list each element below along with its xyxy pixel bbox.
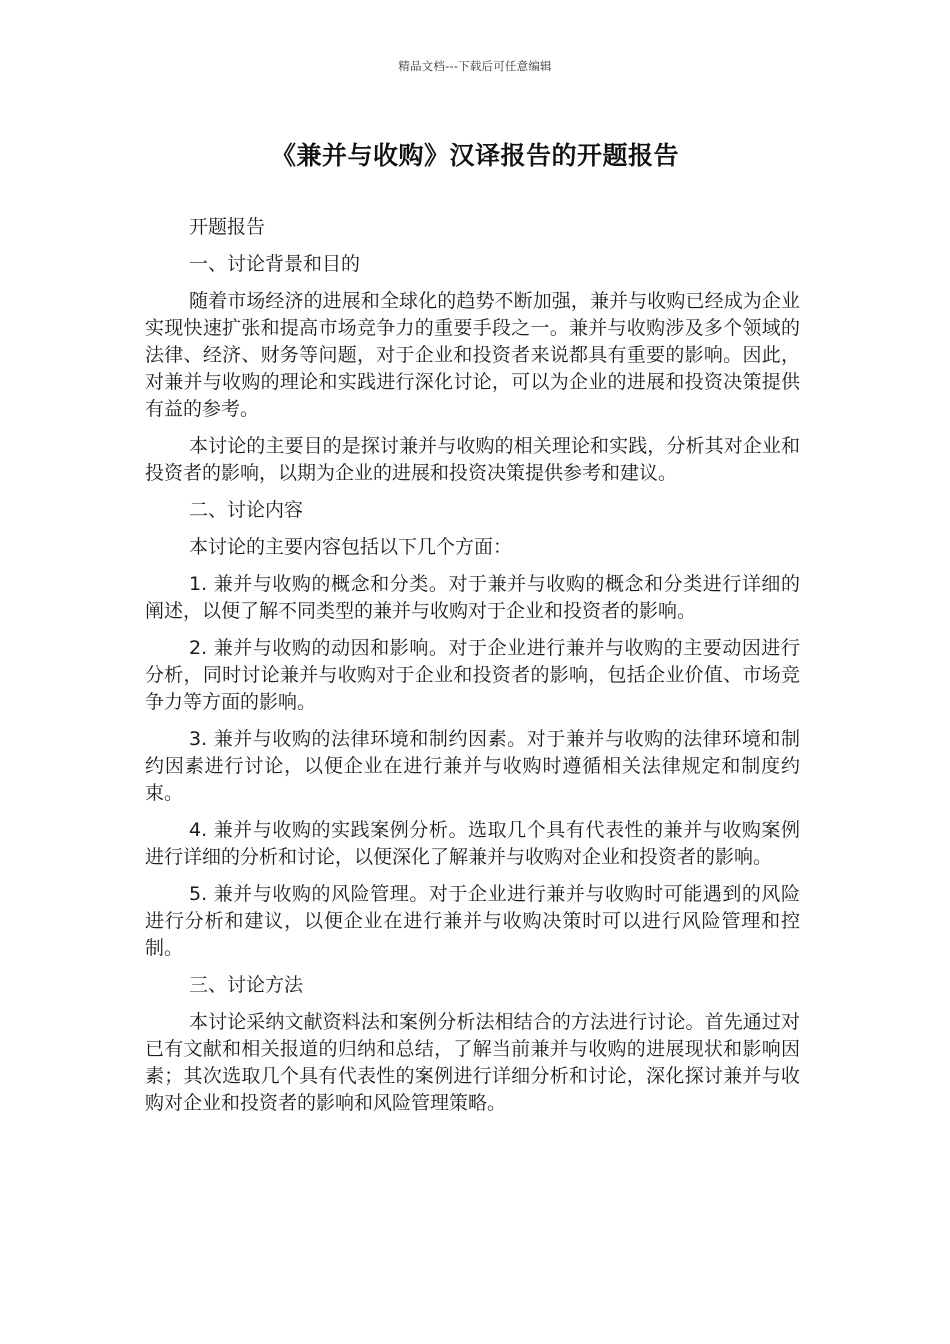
section-label-proposal: 开题报告 <box>189 216 266 238</box>
paragraph-method: 本讨论采纳文献资料法和案例分析法相结合的方法进行讨论。首先通过对已有文献和相关报道的归纳和总结，了解当前兼并与收购的进展现状和影响因素；其次选取几个具有代表性的案例进行详细分析和讨论，深化探讨兼并与收购对企业和投资者的影响和风险管理策略。 <box>145 1011 800 1114</box>
list-item-5: 5. 兼并与收购的风险管理。对于企业进行兼并与收购时可能遇到的风险进行分析和建议，以便企业在进行兼并与收购决策时可以进行风险管理和控制。 <box>145 883 800 959</box>
list-item-2: 2. 兼并与收购的动因和影响。对于企业进行兼并与收购的主要动因进行分析，同时讨论兼并与收购对于企业和投资者的影响，包括企业价值、市场竞争力等方面的影响。 <box>145 637 800 713</box>
document-body <box>145 214 800 1127</box>
heading-method: 三、讨论方法 <box>189 974 304 996</box>
document-title: 《兼并与收购》汉译报告的开题报告 <box>270 141 679 170</box>
list-item-3: 3. 兼并与收购的法律环境和制约因素。对于兼并与收购的法律环境和制约因素进行讨论，以便企业在进行兼并与收购时遵循相关法律规定和制度约束。 <box>145 728 800 804</box>
heading-content: 二、讨论内容 <box>189 499 304 521</box>
paragraph-background: 随着市场经济的进展和全球化的趋势不断加强，兼并与收购已经成为企业实现快速扩张和提高市场竞争力的重要手段之一。兼并与收购涉及多个领域的法律、经济、财务等问题，对于企业和投资者来说都具有重要的影响。因此，对兼并与收购的理论和实践进行深化讨论，可以为企业的进展和投资决策提供有益的参考。 <box>145 290 800 420</box>
header-note: 精品文档---下载后可任意编辑 <box>398 59 552 73</box>
paragraph-purpose: 本讨论的主要目的是探讨兼并与收购的相关理论和实践，分析其对企业和投资者的影响，以期为企业的进展和投资决策提供参考和建议。 <box>145 435 800 484</box>
list-item-4: 4. 兼并与收购的实践案例分析。选取几个具有代表性的兼并与收购案例进行详细的分析和讨论，以便深化了解兼并与收购对企业和投资者的影响。 <box>145 819 800 868</box>
paragraph-content-intro: 本讨论的主要内容包括以下几个方面： <box>189 536 513 558</box>
list-item-1: 1. 兼并与收购的概念和分类。对于兼并与收购的概念和分类进行详细的阐述，以便了解不同类型的兼并与收购对于企业和投资者的影响。 <box>145 573 800 622</box>
heading-background-purpose: 一、讨论背景和目的 <box>189 253 361 275</box>
